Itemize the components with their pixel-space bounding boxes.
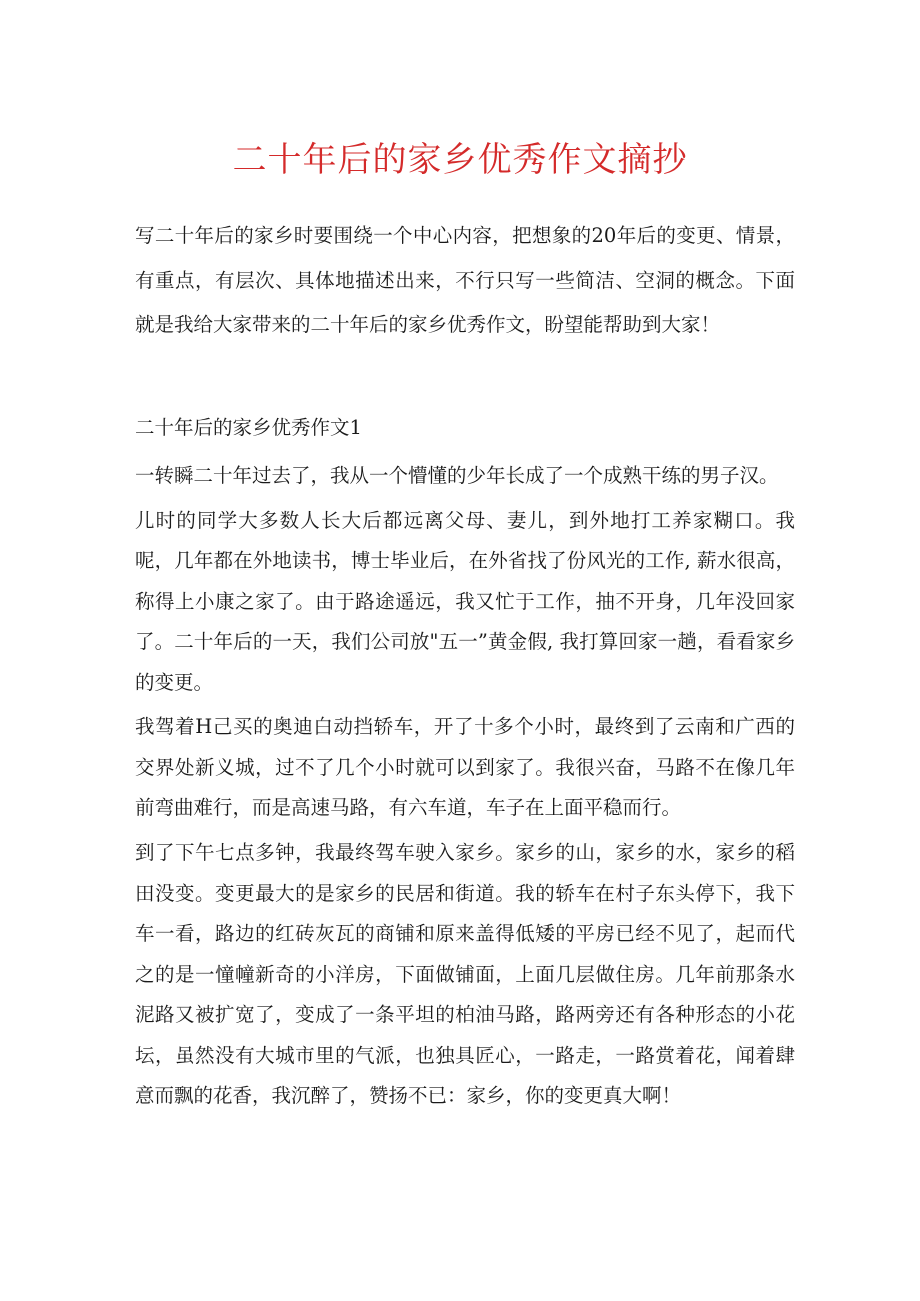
document-title: 二十年后的家乡优秀作文摘抄 [232, 140, 688, 180]
intro-paragraph: 写二十年后的家乡时要围绕一个中心内容，把想象的20年后的变更、情景，有重点，有层次、具体地描述出来，不行只写一些简洁、空洞的概念。下面就是我给大家带来的二十年后的家乡优秀作文，盼望能帮助到大家！ [135, 224, 795, 336]
section-heading: 二十年后的家乡优秀作文1 [135, 416, 362, 439]
essay-paragraph: 我驾着H己买的奥迪白动挡轿车，开了十多个小时，最终到了云南和广西的交界处新义城，过不了几个小时就可以到家了。我很兴奋，马路不在像几年前弯曲难行，而是高速马路，有六车道，车子在上面平稳而行。 [135, 715, 795, 820]
essay-paragraph: 一转瞬二十年过去了，我从一个懵懂的少年长成了一个成熟干练的男子汉。 [135, 464, 779, 487]
essay-paragraph: 儿时的同学大多数人长大后都远离父母、妻儿，到外地打工养家糊口。我呢，几年都在外地读书，博士毕业后，在外省找了份风光的工作, 薪水很高，称得上小康之家了。由于路途遥远，我又忙于工作，抽不开身，几年没回家了。二十年后的一天，我们公司放"五一”黄金假, 我打算回家一趟，看看家乡的变更。 [135, 508, 795, 694]
essay-body [135, 456, 795, 1121]
essay-paragraph: 到了下午七点多钟，我最终驾车驶入家乡。家乡的山，家乡的水，家乡的稻田没变。变更最大的是家乡的民居和街道。我的轿车在村子东头停下，我下车一看，路边的红砖灰瓦的商铺和原来盖得低矮的平房已经不见了，起而代之的是一憧幢新奇的小洋房，下面做铺面，上面几层做住房。几年前那条水泥路又被扩宽了，变成了一条平坦的柏油马路，路两旁还有各种形态的小花坛，虽然没有大城市里的气派，也独具匠心，一路走，一路赏着花，闻着肆意而飘的花香，我沉醉了，赞扬不已：家乡，你的变更真大啊！ [135, 841, 795, 1108]
